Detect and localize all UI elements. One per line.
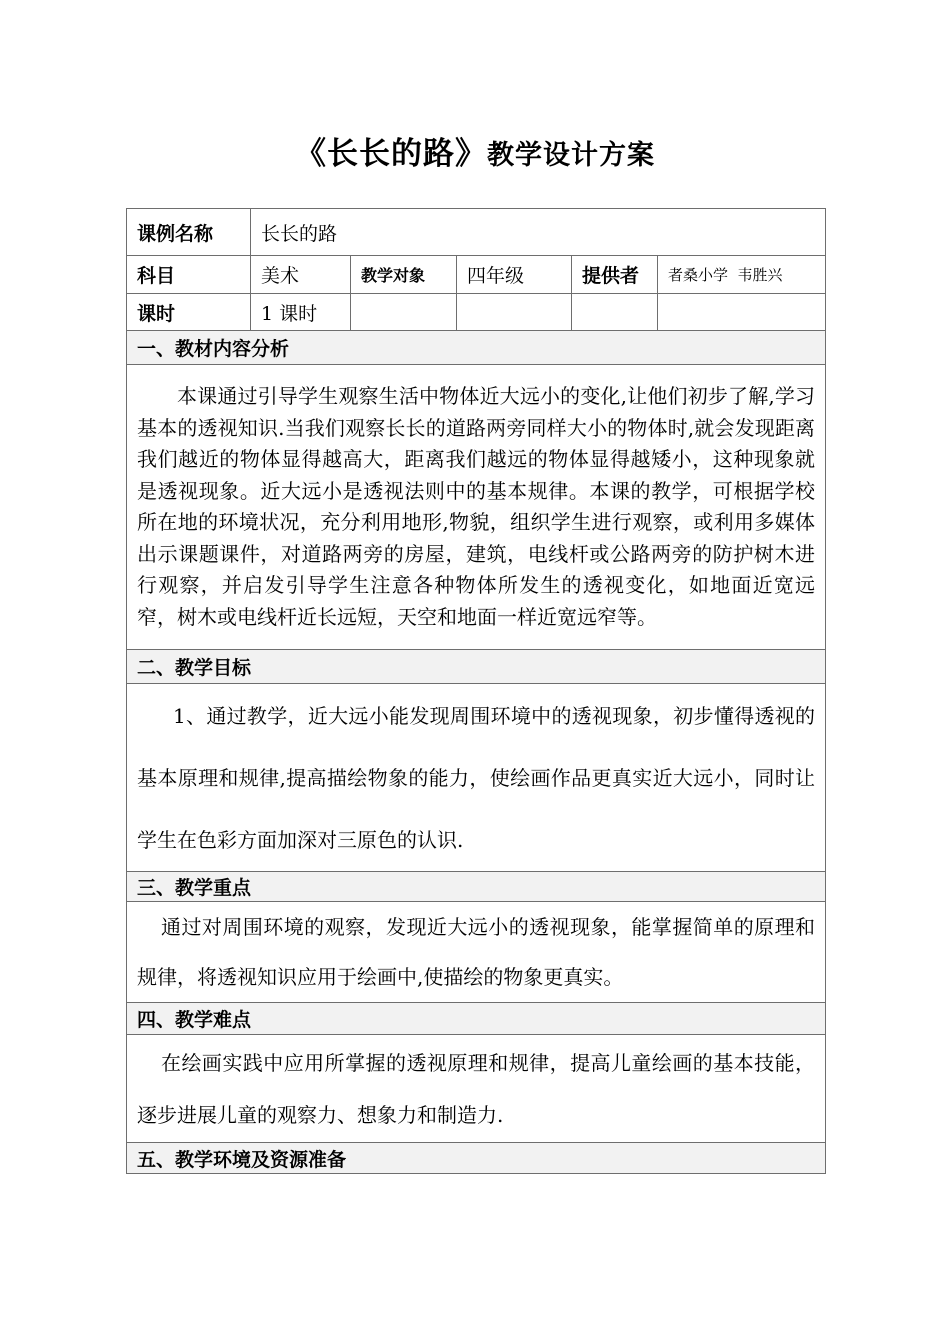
section-body [127, 902, 826, 1003]
row-hours [127, 294, 826, 331]
section-3-heading: 三、教学重点 [127, 872, 826, 902]
row-case-name [127, 209, 826, 256]
section-1-body: 本课通过引导学生观察生活中物体近大远小的变化,让他们初步了解,学习基本的透视知识.当我们观察长长的道路两旁同样大小的物体时,就会发现距离我们越近的物体显得越高大，距离我们越远的物体显得越矮小，这种现象就是透视现象。近大远小是透视法则中的基本规律。本课的教学，可根据学校所在地的环境状况，充分利用地形,物貌，组织学生进行观察，或利用多媒体出示课题课件，对道路两旁的房屋，建筑，电线杆或公路两旁的防护树木进行观察，并启发引导学生注意各种物体所发生的透视变化，如地面近宽远窄，树木或电线杆近长远短，天空和地面一样近宽远窄等。 [127, 365, 826, 650]
hours-label: 课时 [127, 294, 251, 331]
section-header [127, 1143, 826, 1174]
subject-value: 美术 [251, 256, 351, 294]
section-header [127, 1003, 826, 1035]
section-header [127, 331, 826, 365]
section-header [127, 650, 826, 684]
section-body [127, 684, 826, 872]
title-rest: 教学设计方案 [487, 140, 655, 171]
section-5-heading: 五、教学环境及资源准备 [127, 1143, 826, 1174]
section-2-body: 1、通过教学，近大远小能发现周围环境中的透视现象，初步懂得透视的基本原理和规律,提高描绘物象的能力，使绘画作品更真实近大远小，同时让学生在色彩方面加深对三原色的认识. [127, 684, 826, 872]
audience-label: 教学对象 [351, 256, 457, 294]
provider-value: 者桑小学 韦胜兴 [658, 256, 826, 294]
subject-label: 科目 [127, 256, 251, 294]
audience-value: 四年级 [457, 256, 572, 294]
empty-cell [658, 294, 826, 331]
section-body [127, 365, 826, 650]
case-name-value: 长长的路 [251, 209, 826, 256]
hours-value: 1 课时 [251, 294, 351, 331]
document-title [0, 128, 950, 173]
section-4-body: 在绘画实践中应用所掌握的透视原理和规律，提高儿童绘画的基本技能，逐步进展儿童的观察力、想象力和制造力. [127, 1035, 826, 1143]
empty-cell [572, 294, 658, 331]
section-body [127, 1035, 826, 1143]
lesson-plan-table [126, 208, 826, 1174]
empty-cell [351, 294, 457, 331]
section-1-heading: 一、教材内容分析 [127, 331, 826, 365]
section-2-heading: 二、教学目标 [127, 650, 826, 684]
row-subject [127, 256, 826, 294]
case-name-label: 课例名称 [127, 209, 251, 256]
section-3-body: 通过对周围环境的观察，发现近大远小的透视现象，能掌握简单的原理和规律，将透视知识应用于绘画中,使描绘的物象更真实。 [127, 902, 826, 1003]
section-4-heading: 四、教学难点 [127, 1003, 826, 1035]
section-header [127, 872, 826, 902]
title-main: 《长长的路》 [295, 136, 487, 172]
provider-label: 提供者 [572, 256, 658, 294]
empty-cell [457, 294, 572, 331]
